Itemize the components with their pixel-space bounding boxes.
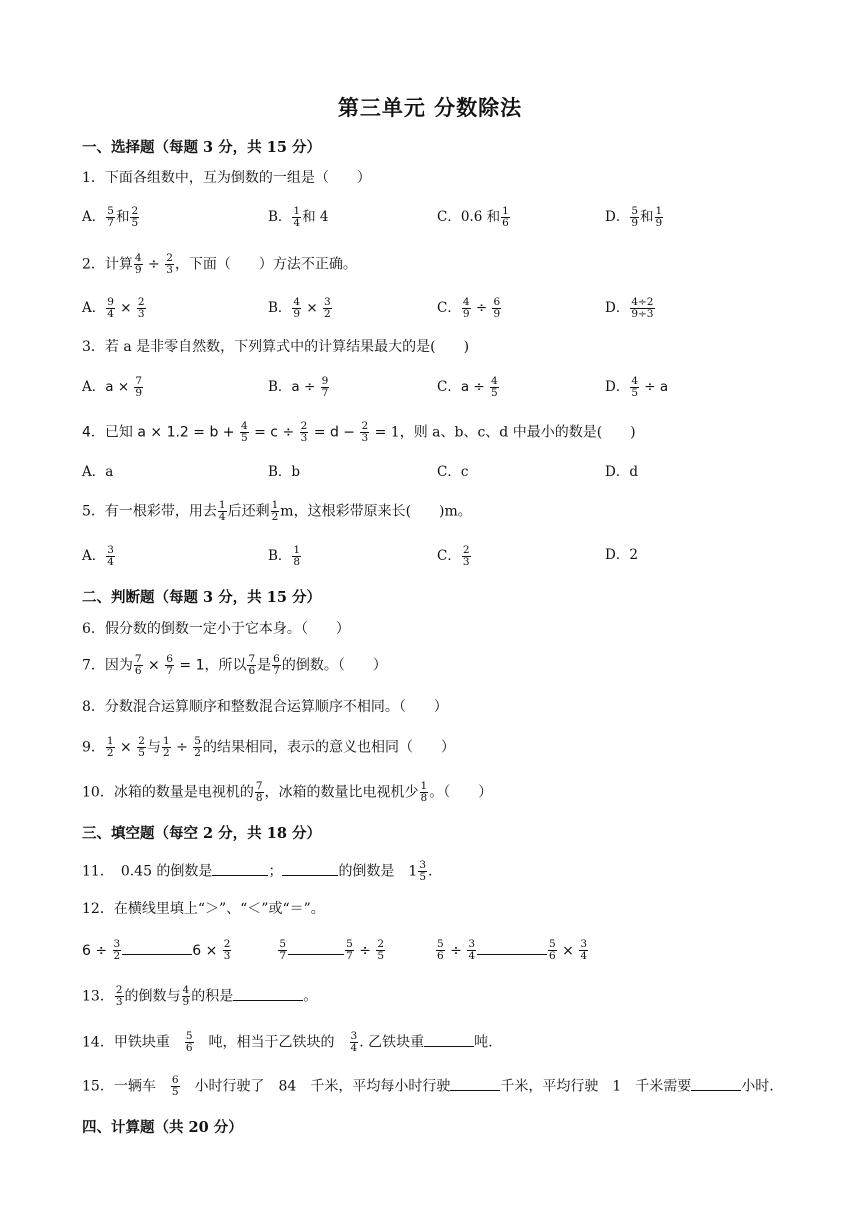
option-c[interactable]: C． $\frac{4}{9}$ ÷ $\frac{6}{9}$ <box>437 296 501 320</box>
question-11: 11． 0.45 的倒数是 ； 的倒数是 1 $\frac{3}{5}$ . <box>82 859 433 883</box>
option-b[interactable]: B． $\frac{1}{8}$ <box>268 544 301 568</box>
option-d[interactable]: D．d <box>605 464 638 480</box>
option-d[interactable]: D． $\frac{5}{9}$ 和 $\frac{1}{9}$ <box>605 205 663 229</box>
question-9: 9． $\frac{1}{2}$ × $\frac{2}{5}$ 与 $\frac{1}{2}$ ÷ $\frac{5}{2}$ 的结果相同，表示的意义也相同（ ） <box>82 735 455 759</box>
question-4: 4．已知 a × 1.2 = b + $\frac{4}{5}$ = c ÷ $\frac{2}{3}$ = d − $\frac{2}{3}$ = 1，则 a、b、c、d 中最小的数是( ) <box>82 420 636 444</box>
answer-blank[interactable] <box>282 861 338 876</box>
option-b[interactable]: B． $\frac{1}{4}$ 和 4 <box>268 205 329 229</box>
answer-blank[interactable] <box>233 986 303 1001</box>
question-4-options <box>82 462 782 492</box>
question-6: 6．假分数的倒数一定小于它本身。（ ） <box>82 621 350 637</box>
question-5: 5．有一根彩带，用去 $\frac{1}{4}$ 后还剩 $\frac{1}{2}$ m，这根彩带原来长( )m。 <box>82 499 472 523</box>
section-heading-calculation: 四、计算题（共 20 分） <box>82 1119 243 1136</box>
comparison-1: 6 ÷ $\frac{3}{2}$ 6 × $\frac{2}{3}$ <box>82 938 231 962</box>
answer-blank[interactable] <box>450 1076 500 1091</box>
option-b[interactable]: B． $\frac{4}{9}$ × $\frac{3}{2}$ <box>268 296 331 320</box>
answer-blank[interactable] <box>212 861 268 876</box>
option-c[interactable]: C．0.6 和 $\frac{1}{6}$ <box>437 205 509 229</box>
answer-blank[interactable] <box>424 1032 474 1047</box>
option-d[interactable]: D．2 <box>605 547 638 563</box>
answer-blank[interactable] <box>288 940 344 955</box>
option-d[interactable]: D． $\frac{4\div 2}{9\div 3}$ <box>605 296 654 320</box>
question-3-options <box>82 376 782 406</box>
question-8: 8．分数混合运算顺序和整数混合运算顺序不相同。（ ） <box>82 699 448 715</box>
question-7: 7．因为 $\frac{7}{6}$ × $\frac{6}{7}$ = 1，所以 $\frac{7}{6}$ 是 $\frac{6}{7}$ 的倒数。（ ） <box>82 653 387 677</box>
answer-blank[interactable] <box>122 940 192 955</box>
option-c[interactable]: C．c <box>437 464 469 480</box>
question-15: 15．一辆车 $\frac{6}{5}$ 小时行驶了 84 千米，平均每小时行驶 千米，平均行驶 1 千米需要 小时. <box>82 1074 774 1098</box>
option-a[interactable]: A． $\frac{9}{4}$ × $\frac{2}{3}$ <box>82 296 145 320</box>
question-12: 12．在横线里填上“＞”、“＜”或“＝”。 <box>82 901 325 917</box>
option-d[interactable]: D． $\frac{4}{5}$ ÷ a <box>605 375 669 399</box>
section-heading-judgement: 二、判断题（每题 3 分，共 15 分） <box>82 589 321 606</box>
comparison-3: $\frac{5}{6}$ ÷ $\frac{3}{4}$ $\frac{5}{6}$ × $\frac{3}{4}$ <box>436 938 588 962</box>
option-a[interactable]: A．a × $\frac{7}{9}$ <box>82 375 143 399</box>
question-5-options <box>82 545 782 575</box>
question-1-options <box>82 206 782 236</box>
question-3: 3．若 a 是非零自然数，下列算式中的计算结果最大的是( ) <box>82 339 470 355</box>
option-b[interactable]: B．b <box>268 464 301 480</box>
option-a[interactable]: A．a <box>82 464 114 480</box>
question-14: 14．甲铁块重 $\frac{5}{6}$ 吨，相当于乙铁块的 $\frac{3}{4}$ . 乙铁块重 吨. <box>82 1030 493 1054</box>
option-c[interactable]: C．a ÷ $\frac{4}{5}$ <box>437 375 498 399</box>
page-title: 第三单元 分数除法 <box>337 95 523 120</box>
option-b[interactable]: B．a ÷ $\frac{9}{7}$ <box>268 375 329 399</box>
comparison-2: $\frac{5}{7}$ $\frac{5}{7}$ ÷ $\frac{2}{5}$ <box>279 938 385 962</box>
question-10: 10．冰箱的数量是电视机的 $\frac{7}{8}$ ，冰箱的数量比电视机少 $\frac{1}{8}$ 。（ ） <box>82 780 493 804</box>
section-heading-choice: 一、选择题（每题 3 分，共 15 分） <box>82 139 321 156</box>
question-1: 1．下面各组数中，互为倒数的一组是（ ） <box>82 170 371 186</box>
option-a[interactable]: A． $\frac{3}{4}$ <box>82 544 114 568</box>
answer-blank[interactable] <box>691 1076 741 1091</box>
answer-blank[interactable] <box>477 940 547 955</box>
option-c[interactable]: C． $\frac{2}{3}$ <box>437 544 470 568</box>
question-2-options <box>82 297 782 327</box>
question-13: 13． $\frac{2}{3}$ 的倒数与 $\frac{4}{9}$ 的积是 。 <box>82 984 318 1008</box>
option-a[interactable]: A． $\frac{5}{7}$ 和 $\frac{2}{5}$ <box>82 205 139 229</box>
section-heading-fill: 三、填空题（每空 2 分，共 18 分） <box>82 825 321 842</box>
question-12-expressions <box>82 939 589 962</box>
question-2: 2．计算 $\frac{4}{9}$ ÷ $\frac{2}{3}$ ，下面（ ）方法不正确。 <box>82 252 357 276</box>
